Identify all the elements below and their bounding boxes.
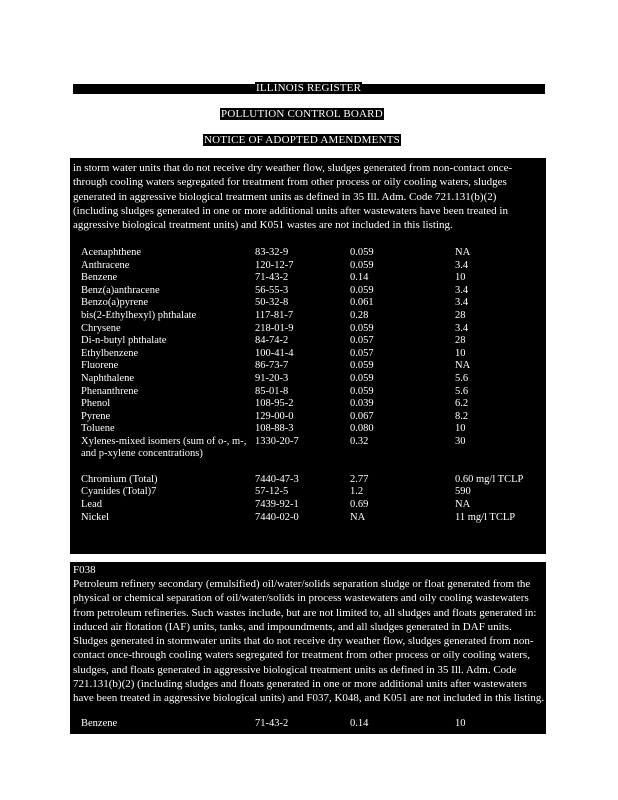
constituent-name: bis(2-Ethylhexyl) phthalate xyxy=(81,310,197,321)
wastewater-standard: NA xyxy=(350,511,366,523)
wastewater-standard: 0.059 xyxy=(350,247,374,258)
wastewater-standard: 1.2 xyxy=(350,486,364,498)
cas-number: 83-32-9 xyxy=(255,247,289,258)
wastewater-standard: 0.32 xyxy=(350,436,369,447)
cas-number: 84-74-2 xyxy=(255,335,289,347)
section-code: F038 xyxy=(73,564,96,576)
table-row xyxy=(73,398,541,410)
cas-number: 108-88-3 xyxy=(255,423,294,435)
nonwastewater-standard: 5.6 xyxy=(455,373,469,384)
wastewater-standard: 0.057 xyxy=(350,347,374,359)
cas-number: 108-95-2 xyxy=(255,398,294,410)
constituent-name: Benz(a)anthracene xyxy=(81,284,160,296)
constituent-name: Benzene xyxy=(81,272,118,284)
nonwastewater-standard: 11 mg/l TCLP xyxy=(455,511,516,523)
table-row xyxy=(73,247,541,259)
nonwastewater-standard: 590 xyxy=(455,486,471,498)
table-row xyxy=(73,411,541,423)
cas-number: 129-00-0 xyxy=(255,410,294,422)
table-row xyxy=(73,260,541,272)
wastewater-standard: 0.059 xyxy=(350,360,374,372)
constituent-name: Nickel xyxy=(81,511,109,523)
constituent-name: Acenaphthene xyxy=(81,247,142,258)
table-row xyxy=(73,499,541,511)
wastewater-standard: 0.059 xyxy=(350,385,374,397)
nonwastewater-standard: NA xyxy=(455,499,471,510)
table-row xyxy=(73,285,541,297)
nonwastewater-standard: NA xyxy=(455,360,471,372)
wastewater-standard: 0.059 xyxy=(350,373,374,384)
table-row xyxy=(73,423,541,435)
wastewater-standard: 0.059 xyxy=(350,322,374,334)
cas-number: 218-01-9 xyxy=(255,322,294,334)
nonwastewater-standard: 3.4 xyxy=(455,259,469,271)
cas-number: 71-43-2 xyxy=(255,272,289,284)
nonwastewater-standard: 0.60 mg/l TCLP xyxy=(455,473,524,485)
cas-number: 56-55-3 xyxy=(255,284,289,296)
cas-number: 91-20-3 xyxy=(255,373,289,384)
table-row xyxy=(73,373,541,385)
table-row xyxy=(73,323,541,335)
constituent-name: Phenanthrene xyxy=(81,385,139,397)
table-row xyxy=(73,272,541,284)
wastewater-standard: 2.77 xyxy=(350,473,369,485)
notice-title: NOTICE OF ADOPTED AMENDMENTS xyxy=(204,134,400,146)
register-title: ILLINOIS REGISTER xyxy=(256,82,362,94)
table-row xyxy=(73,335,541,347)
nonwastewater-standard: NA xyxy=(455,247,471,258)
wastewater-standard: 0.059 xyxy=(350,259,374,271)
nonwastewater-standard: 3.4 xyxy=(455,284,469,296)
cas-number: 50-32-8 xyxy=(255,297,289,309)
nonwastewater-standard: 6.2 xyxy=(455,398,469,410)
constituent-name: Phenol xyxy=(81,398,111,410)
constituent-name: Benzo(a)pyrene xyxy=(81,297,149,309)
table-row xyxy=(73,386,541,398)
nonwastewater-standard: 28 xyxy=(455,335,466,347)
cas-number: 7440-02-0 xyxy=(255,511,299,523)
nonwastewater-standard: 3.4 xyxy=(455,322,469,334)
nonwastewater-standard: 10 xyxy=(455,423,466,435)
wastewater-standard: 0.057 xyxy=(350,335,374,347)
wastewater-standard: 0.14 xyxy=(350,272,369,284)
wastewater-standard: 0.080 xyxy=(350,423,374,435)
nonwastewater-standard: 10 xyxy=(455,272,466,284)
table-row xyxy=(73,512,541,524)
table-row xyxy=(73,360,541,372)
wastewater-standard: 0.69 xyxy=(350,499,369,510)
cas-number: 100-41-4 xyxy=(255,347,294,359)
cas-number: 85-01-8 xyxy=(255,385,289,397)
constituent-name: Anthracene xyxy=(81,259,130,271)
wastewater-standard: 0.061 xyxy=(350,297,374,309)
constituent-name: Benzene xyxy=(81,718,118,729)
table-row xyxy=(73,486,541,498)
cas-number: 120-12-7 xyxy=(255,259,294,271)
nonwastewater-standard: 10 xyxy=(455,718,466,729)
table-row xyxy=(73,474,541,486)
constituent-name: Ethylbenzene xyxy=(81,347,139,359)
cas-number: 57-12-5 xyxy=(255,486,289,498)
table-row xyxy=(73,436,541,459)
cas-number: 71-43-2 xyxy=(255,718,289,729)
constituent-name: Toluene xyxy=(81,423,115,435)
constituent-name: Lead xyxy=(81,499,102,510)
nonwastewater-standard: 30 xyxy=(455,436,466,447)
constituent-name: Naphthalene xyxy=(81,373,135,384)
nonwastewater-standard: 5.6 xyxy=(455,385,469,397)
table-row xyxy=(73,297,541,309)
nonwastewater-standard: 28 xyxy=(455,310,466,321)
wastewater-standard: 0.067 xyxy=(350,410,374,422)
cas-number: 86-73-7 xyxy=(255,360,289,372)
wastewater-standard: 0.14 xyxy=(350,718,369,729)
cas-number: 7439-92-1 xyxy=(255,499,299,510)
constituent-name: Xylenes-mixed isomers (sum of o-, m-, and p-xylene concentrations) xyxy=(81,436,247,459)
wastewater-standard: 0.28 xyxy=(350,310,369,321)
constituent-name: Cyanides (Total)7 xyxy=(81,486,157,498)
table-row xyxy=(73,310,541,322)
wastewater-standard: 0.059 xyxy=(350,284,374,296)
cas-number: 1330-20-7 xyxy=(255,436,299,447)
wastewater-standard: 0.039 xyxy=(350,398,374,410)
constituent-name: Chrysene xyxy=(81,322,121,334)
table-row xyxy=(73,718,541,730)
constituent-name: Chromium (Total) xyxy=(81,473,158,485)
constituent-name: Di-n-butyl phthalate xyxy=(81,335,167,347)
cas-number: 7440-47-3 xyxy=(255,473,299,485)
table-row xyxy=(73,348,541,360)
nonwastewater-standard: 8.2 xyxy=(455,410,469,422)
intro-paragraph: in storm water units that do not receive dry weather flow, sludges generated from non-contact once-through cooling waters segregated for treatment from other process or oily cooling waters, sludges generated in aggressive biological treatment units as defined in 35 Ill. Adm. Code 721.131(b)(2) (including sludges generated in one or more additional units after wastewaters have been treated in aggressive biological treatment units) and K051 wastes are not included in this listing. xyxy=(73,162,513,232)
cas-number: 117-81-7 xyxy=(255,310,294,321)
constituent-name: Fluorene xyxy=(81,360,119,372)
nonwastewater-standard: 3.4 xyxy=(455,297,469,309)
f038-paragraph: Petroleum refinery secondary (emulsified) oil/water/solids separation sludge or float generated from the physical or chemical separation of oil/water/solids in process wastewaters and oily cooling wastewaters from petroleum refineries. Such wastes include, but are not limited to, all sludges and floats generated in: induced air flotation (IAF) units, tanks, and impoundments, and all sludges generated in DAF units. Sludges generated in stormwater units that do not receive dry weather flow, sludges generated from non-contact once-through cooling waters segregated for treatment from other process or oily cooling waters, sludges, and floats generated in aggressive biological treatment units as defined in 35 Ill. Adm. Code 721.131(b)(2) (including sludges and floats generated in one or more additional units after wastewaters have been treated in aggressive biological units) and F037, K048, and K051 are not included in this listing. xyxy=(73,578,545,705)
board-title: POLLUTION CONTROL BOARD xyxy=(221,108,383,120)
constituent-name: Pyrene xyxy=(81,410,111,422)
nonwastewater-standard: 10 xyxy=(455,347,466,359)
